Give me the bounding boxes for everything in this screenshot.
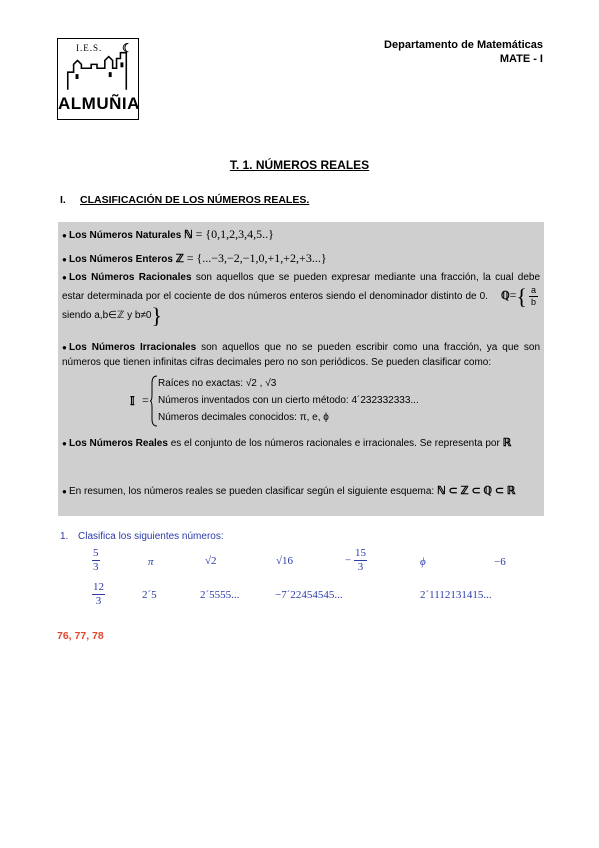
racionales-condition: siendo a,b∈ℤ y b≠0 bbox=[62, 310, 152, 322]
irracional-line: Números decimales conocidos: π, e, ϕ bbox=[158, 412, 329, 423]
irracionales-label: Los Números Irracionales bbox=[69, 342, 197, 354]
decimal-value: 2´5555... bbox=[200, 589, 240, 601]
section-number: I. bbox=[60, 194, 66, 206]
reales-label: Los Números Reales bbox=[69, 438, 168, 450]
irracionales-list bbox=[158, 375, 419, 426]
bullet-icon: ● bbox=[62, 487, 67, 496]
item-resumen bbox=[62, 484, 540, 499]
reales-text: es el conjunto de los números racionales e irracionales. Se representa por bbox=[170, 438, 500, 450]
reales-set: ℝ bbox=[502, 437, 512, 450]
racionales-set: ℚ bbox=[500, 290, 510, 303]
enteros-set: ℤ bbox=[175, 253, 184, 265]
item-naturales bbox=[62, 227, 540, 243]
course-name: MATE - I bbox=[499, 53, 543, 65]
section-text: CLASIFICACIÓN DE LOS NÚMEROS REALES. bbox=[80, 194, 310, 206]
naturales-math: = {0,1,2,3,4,5..} bbox=[195, 227, 274, 241]
sqrt2-value: √2 bbox=[205, 555, 217, 567]
exercise-neg-fraction: − $\frac{15}{3}$ bbox=[345, 547, 366, 573]
exercise-number: 1. bbox=[60, 531, 69, 542]
exercise-fraction: $\frac{12}{3}$ bbox=[93, 581, 104, 607]
logo-name-text: ALMUÑIA bbox=[58, 94, 140, 113]
school-logo bbox=[57, 38, 139, 120]
header-right bbox=[384, 38, 543, 66]
resumen-text: En resumen, los números reales se pueden clasificar según el siguiente esquema: bbox=[69, 486, 435, 498]
bullet-icon: ● bbox=[62, 230, 67, 240]
exercise-title: Clasifica los siguientes números: bbox=[78, 531, 224, 542]
naturales-set: ℕ bbox=[184, 229, 193, 241]
page-title: T. 1. NÚMEROS REALES bbox=[229, 158, 370, 172]
naturales-label: Los Números Naturales bbox=[69, 230, 182, 241]
decimal-value: 2´5 bbox=[142, 589, 157, 601]
irracionales-text: son aquellos que no se pueden escribir como una fracción, ya que son números que tienen infinitas cifras decimales pero no son periódicos. Se pueden clasificar como: bbox=[62, 342, 541, 369]
pi-value: π bbox=[148, 556, 154, 568]
neg6-value: −6 bbox=[494, 556, 506, 568]
section-heading bbox=[60, 194, 309, 206]
racionales-label: Los Números Racionales bbox=[69, 272, 192, 284]
bullet-icon: ● bbox=[62, 273, 67, 282]
racionales-formula: ℚ={ $\frac{a}{b}$ siendo a,b∈ℤ y b≠0} bbox=[62, 284, 536, 329]
logo-ies-text: I.E.S. bbox=[76, 43, 103, 53]
item-irracionales bbox=[62, 340, 540, 370]
decimal-value: 2´1112131415... bbox=[420, 589, 492, 601]
bullet-icon: ● bbox=[62, 439, 67, 448]
racionales-fraction: $\frac{a}{b}$ bbox=[530, 285, 536, 308]
phi-value: ϕ bbox=[420, 556, 426, 568]
bullet-icon: ● bbox=[62, 254, 67, 264]
department-name: Departamento de Matemáticas bbox=[384, 39, 543, 51]
sqrt16-value: √16 bbox=[276, 555, 294, 567]
crescent-icon: ☾ bbox=[122, 41, 133, 55]
exercise-heading bbox=[60, 531, 224, 542]
item-enteros bbox=[62, 251, 540, 267]
bullet-icon: ● bbox=[62, 343, 67, 352]
enteros-label: Los Números Enteros bbox=[69, 254, 173, 265]
decimal-value: −7´22454545... bbox=[275, 589, 343, 601]
racionales-text: son aquellos que se pueden expresar mediante una fracción, la cual debe estar determinada por el cociente de dos números enteros siendo el denominador distinto de 0. bbox=[62, 272, 541, 303]
irracionales-set: 𝕀 bbox=[130, 394, 135, 408]
exercise-fraction: $\frac{5}{3}$ bbox=[93, 547, 99, 573]
page-references: 76, 77, 78 bbox=[57, 630, 104, 642]
brace-icon bbox=[150, 375, 158, 427]
irracional-line: Números inventados con un cierto método: 4´232332333... bbox=[158, 395, 419, 406]
irracionales-scheme: 𝕀 = Raíces no exactas: √2 , √3 Números inventados con un cierto método: 4´232332333... Números decimales conocidos: π, e, ϕ bbox=[128, 373, 528, 429]
item-racionales bbox=[62, 270, 541, 329]
item-reales bbox=[62, 436, 540, 451]
resumen-chain: ℕ ⊂ ℤ ⊂ ℚ ⊂ ℝ bbox=[437, 485, 516, 498]
enteros-math: = {...−3,−2,−1,0,+1,+2,+3...} bbox=[186, 251, 327, 265]
irracional-line: Raíces no exactas: √2 , √3 bbox=[158, 378, 277, 389]
